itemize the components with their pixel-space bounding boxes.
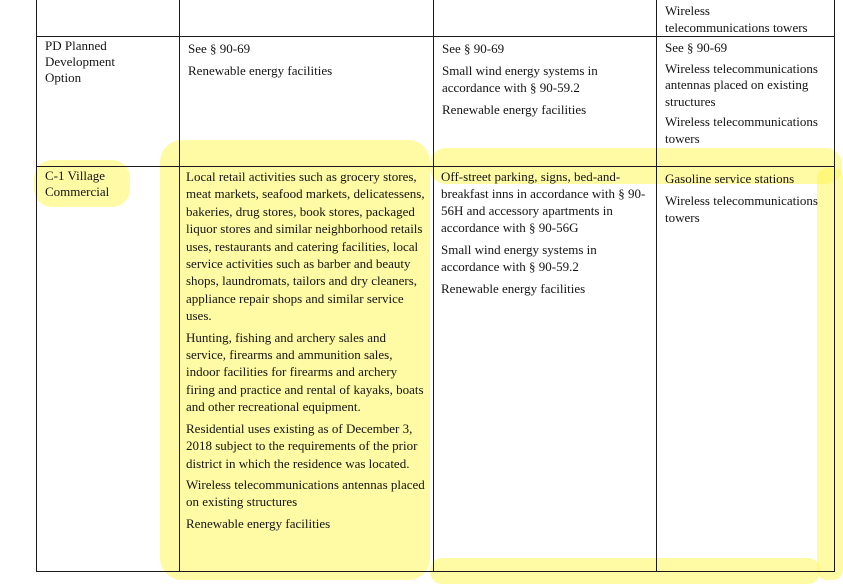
table-border-left <box>36 0 37 572</box>
use-item: Hunting, fishing and archery sales and service, firearms and ammunition sales, indoor facilities for firearms and archery firing and practice and rental of kayaks, boats and other recreational equipment. <box>186 329 424 415</box>
use-item: Wireless telecommunications antennas placed on existing structures <box>186 476 425 510</box>
cell-text: Wireless <box>665 3 710 18</box>
c1-district-label <box>45 168 175 200</box>
district-text: Development <box>45 54 116 69</box>
use-item: Renewable energy facilities <box>441 281 586 296</box>
table-divider-col2 <box>433 0 434 572</box>
cell-text: telecommunications towers <box>665 20 808 35</box>
use-item: Small wind energy systems in accordance with § 90-59.2 <box>442 63 598 95</box>
table-divider-col1 <box>179 0 180 572</box>
top-row-col3-cell <box>665 2 833 36</box>
use-item: Off-street parking, signs, bed-and-breakfast inns in accordance with § 90-56H and accessory apartments in accordance with § 90-56G <box>441 169 646 235</box>
district-text: Option <box>45 70 82 85</box>
table-border-right <box>834 0 835 572</box>
use-item: See § 90-69 <box>188 41 251 56</box>
table-row-divider <box>36 166 835 167</box>
use-item: Wireless telecommunications towers <box>665 193 818 225</box>
pd-col3-cell <box>665 40 833 152</box>
table-border-bottom <box>36 571 835 572</box>
pd-district-label <box>45 38 175 86</box>
use-item: Residential uses existing as of December 3, 2018 subject to the requirements of the prior district in which the residence was located. <box>186 420 418 471</box>
use-item: See § 90-69 <box>665 40 728 55</box>
use-item: Renewable energy facilities <box>442 102 587 117</box>
pd-col2-cell <box>442 40 650 123</box>
table-divider-col3 <box>656 0 657 572</box>
pd-col1-cell <box>188 40 428 84</box>
use-item: Gasoline service stations <box>665 171 795 186</box>
district-text: Commercial <box>45 184 110 199</box>
use-item: Small wind energy systems in accordance with § 90-59.2 <box>441 242 597 274</box>
c1-col2-cell <box>441 168 649 302</box>
district-text: PD Planned <box>45 38 107 53</box>
c1-col3-cell <box>665 170 833 231</box>
table-row-divider <box>36 36 835 37</box>
use-item: Wireless telecommunications antennas placed on existing structures <box>665 60 818 109</box>
use-item: See § 90-69 <box>442 41 505 56</box>
c1-col1-cell <box>186 168 426 537</box>
use-item: Wireless telecommunications towers <box>665 114 818 146</box>
use-item: Renewable energy facilities <box>186 515 331 531</box>
district-text: C-1 Village <box>45 168 105 183</box>
use-item: Local retail activities such as grocery stores, meat markets, seafood markets, delicatessens, bakeries, drug stores, book stores, packaged liquor stores and similar neighborhood retails uses, restaurants and catering facilities, local service activities such as barber and beauty shops, laundromats, tailors and dry cleaners, appliance repair shops and similar service uses. <box>186 169 425 324</box>
use-item: Renewable energy facilities <box>188 63 333 78</box>
